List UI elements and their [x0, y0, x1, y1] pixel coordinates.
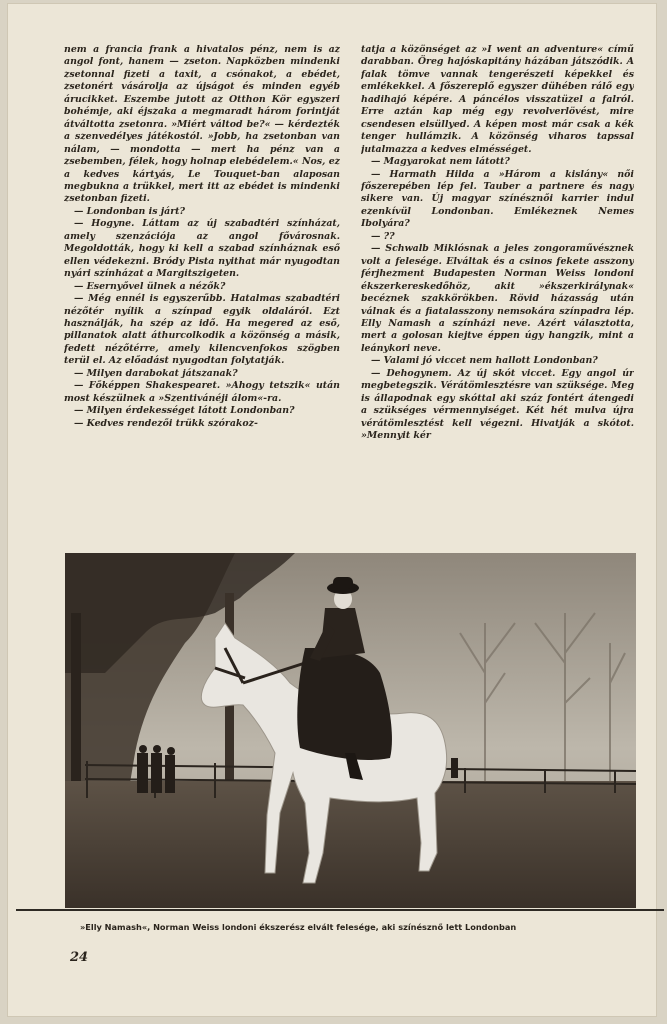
equestrian-photo [65, 553, 636, 908]
photo-caption: »Elly Namash«, Norman Weiss londoni ékszerész elvált felesége, aki színésznő lett Londonban [80, 922, 517, 932]
paragraph: — Főképpen Shakespearet. »Ahogy tetszik« után most készülnek a »Szentivánéji álom«-ra. [64, 380, 340, 404]
paragraph: — Esernyővel ülnek a nézők? [74, 280, 226, 292]
paragraph: — Londonban is járt? [74, 205, 185, 217]
paragraph: nem a francia frank a hivatalos pénz, nem is az angol font, hanem — zseton. Napközben mindenki zsetonnal fizeti a taxit, a csónakot, a ebédet, zsetonért vásárolja az újságot és minden egyéb árucikket. Eszembe jutott az Otthon Kör egyszeri bohémje, aki éjszaka a megmaradt három forintját átváltotta zsetonra. »Miért váltod be?« — kérdezték a szenvedélyes játékostól. »Jobb, ha zsetonban van nálam, — mondotta — mert ha pénz van a zsebemben, félek, hogy holnap elebédelem.« Nos, ez a kedves kártyás, Le Touquet-ban alaposan megbukna a trükkel, mert itt az ebédet is mindenki zsetonban fizeti. [64, 44, 340, 205]
paragraph: — Milyen érdekességet látott Londonban? [74, 405, 295, 417]
left-text-column [64, 44, 340, 544]
paragraph: — ?? [371, 230, 395, 242]
page-number: 24 [70, 950, 89, 965]
photo-divider [16, 909, 664, 911]
right-text-column [361, 44, 634, 544]
paragraph: — Harmath Hilda a »Három a kislány« női főszerepében lép fel. Tauber a partnere és nagy sikere van. Új magyar színésznői karrier indul ezenkívül Londonban. Emlékeznek Nemes Ibolyára? [361, 168, 634, 230]
paragraph: — Magyarokat nem látott? [371, 156, 510, 168]
paragraph: — Schwalb Miklósnak a jeles zongoraművésznek volt a felesége. Elváltak és a csinos fekete asszony férjhezment Budapesten Norman Weiss londoni ékszerkereskedőhöz, akit »ékszerkirálynak« becéznek szakkörökben. Rövid házasság után válnak és a fiatalasszony nemsokára színpadra lép. Elly Namash a színházi neve. Azért választotta, mert a golosan kiejtve éppen úgy hangzik, mint a leánykori neve. [361, 243, 634, 354]
paragraph: — Kedves rendezői trükk szórakoz- [74, 417, 258, 429]
paragraph: — Hogyne. Láttam az új szabadtéri színházat, amely szenzációja az angol fővárosnak. Megoldották, hogy ki kell a szabad színháznak eső ellen védekezni. Bródy Pista nyithat már nyugodtan nyári színházat a Margitszigeten. [64, 218, 340, 280]
photo-illustration [65, 553, 636, 908]
paragraph: — Milyen darabokat játszanak? [74, 367, 238, 379]
paragraph: tatja a közönséget az »I went an adventure« című darabban. Öreg hajóskapitány házában játszódik. A falak tömve vannak tengerészeti képekkel és emlékekkel. A főszereplő egyszer dühében rálő egy hadihajó képére. A páncélos visszatüzel a falról. Erre aztán kap még egy revolverlövést, mire csendesen elsüllyed. A képen most már csak a kék tenger hullámzik. A közönség viharos tapssal jutalmazza a kedves elmésséget. [361, 44, 634, 155]
paragraph: — Dehogynem. Az új skót viccet. Egy angol úr megbetegszik. Vérátömlesztésre van szüksége. Meg is állapodnak egy skóttal aki száz fontért átengedi a szükséges vérmennyiséget. Két hét mulva újra vérátömlesztést kell végezni. Hivatják a skótot. »Mennyit kér [361, 367, 634, 442]
paragraph: — Valami jó viccet nem hallott Londonban? [371, 355, 598, 367]
paragraph: — Még ennél is egyszerűbb. Hatalmas szabadtéri nézőtér nyílik a színpad egyik oldaláról. Ezt használják, ha szép az idő. Ha megered az eső, pillanatok alatt áthurcolkodik a közönség a másik, fedett nézőtérre, amely kilencvenfokos szögben terül el. Az előadást nyugodtan folytatják. [64, 293, 340, 367]
magazine-page [8, 4, 656, 1016]
